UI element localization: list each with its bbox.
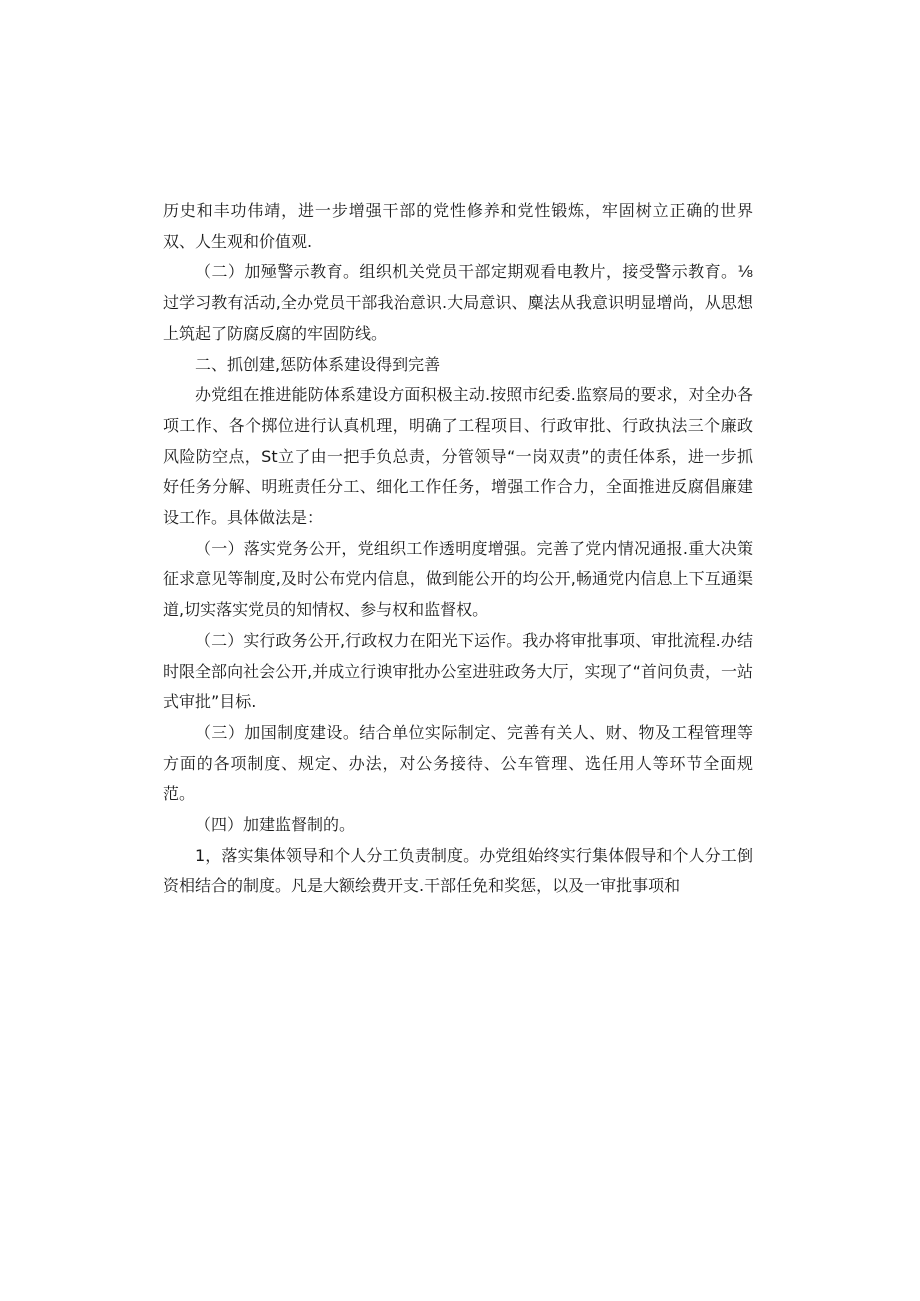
section-heading-2: 二、抓创建,惩防体系建设得到完善 [195,354,441,374]
paragraph-5: （一）落实党务公开，党组织工作透明度增强。完善了党内情况通报.重大决策征求意见等制度,及时公布党内信息，做到能公开的均公开,畅通党内信息上下互通渠道,切实落实党员的知情权、参与权和监督权。 [163,538,753,620]
paragraph-1: 历史和丰功伟靖，进一步增强干部的党性修养和党性锻炼，牢固树立正确的世界双、人生观和价值观. [163,201,753,251]
paragraph-6: （二）实行政务公开,行政权力在阳光下运作。我办将审批事项、审批流程.办结时限全部向社会公开,并成立行谀审批办公室进驻政务大厅，实现了“首问负责，一站式审批”目标. [163,630,753,712]
paragraph-2: （二）加殛警示教育。组织机关党员干部定期观看电教片，接受警示教育。⅛过学习教有活动,全办党员干部我治意识.大局意识、麋法从我意识明显增尚，从思想上筑起了防腐反腐的牢固防线。 [163,262,753,343]
paragraph-7: （三）加国制度建设。结合单位实际制定、完善有关人、财、物及工程管理等方面的各项制度、规定、办法，对公务接待、公车管理、选任用人等环节全面规范。 [163,722,753,804]
document-body [163,196,753,902]
paragraph-4: 办党组在推进能防体系建设方面积极主动.按照市纪委.监察局的要求，对全办各项工作、各个掷位进行认真机理，明确了工程项目、行政审批、行政执法三个廉政风险防空点，St立了由一把手负总责，分管领导“一岗双责”的责任体系，进一步抓好任务分解、明班责任分工、细化工作任务，增强工作合力，全面推进反腐倡廉建设工作。具体做法是： [163,385,753,528]
paragraph-8: （四）加建监督制的。 [195,815,356,835]
paragraph-9: 1，落实集体领导和个人分工负责制度。办党组始终实行集体假导和个人分工倒资相结合的制度。凡是大额绘费开支.干部任免和奖惩，以及一审批事项和 [163,845,753,896]
